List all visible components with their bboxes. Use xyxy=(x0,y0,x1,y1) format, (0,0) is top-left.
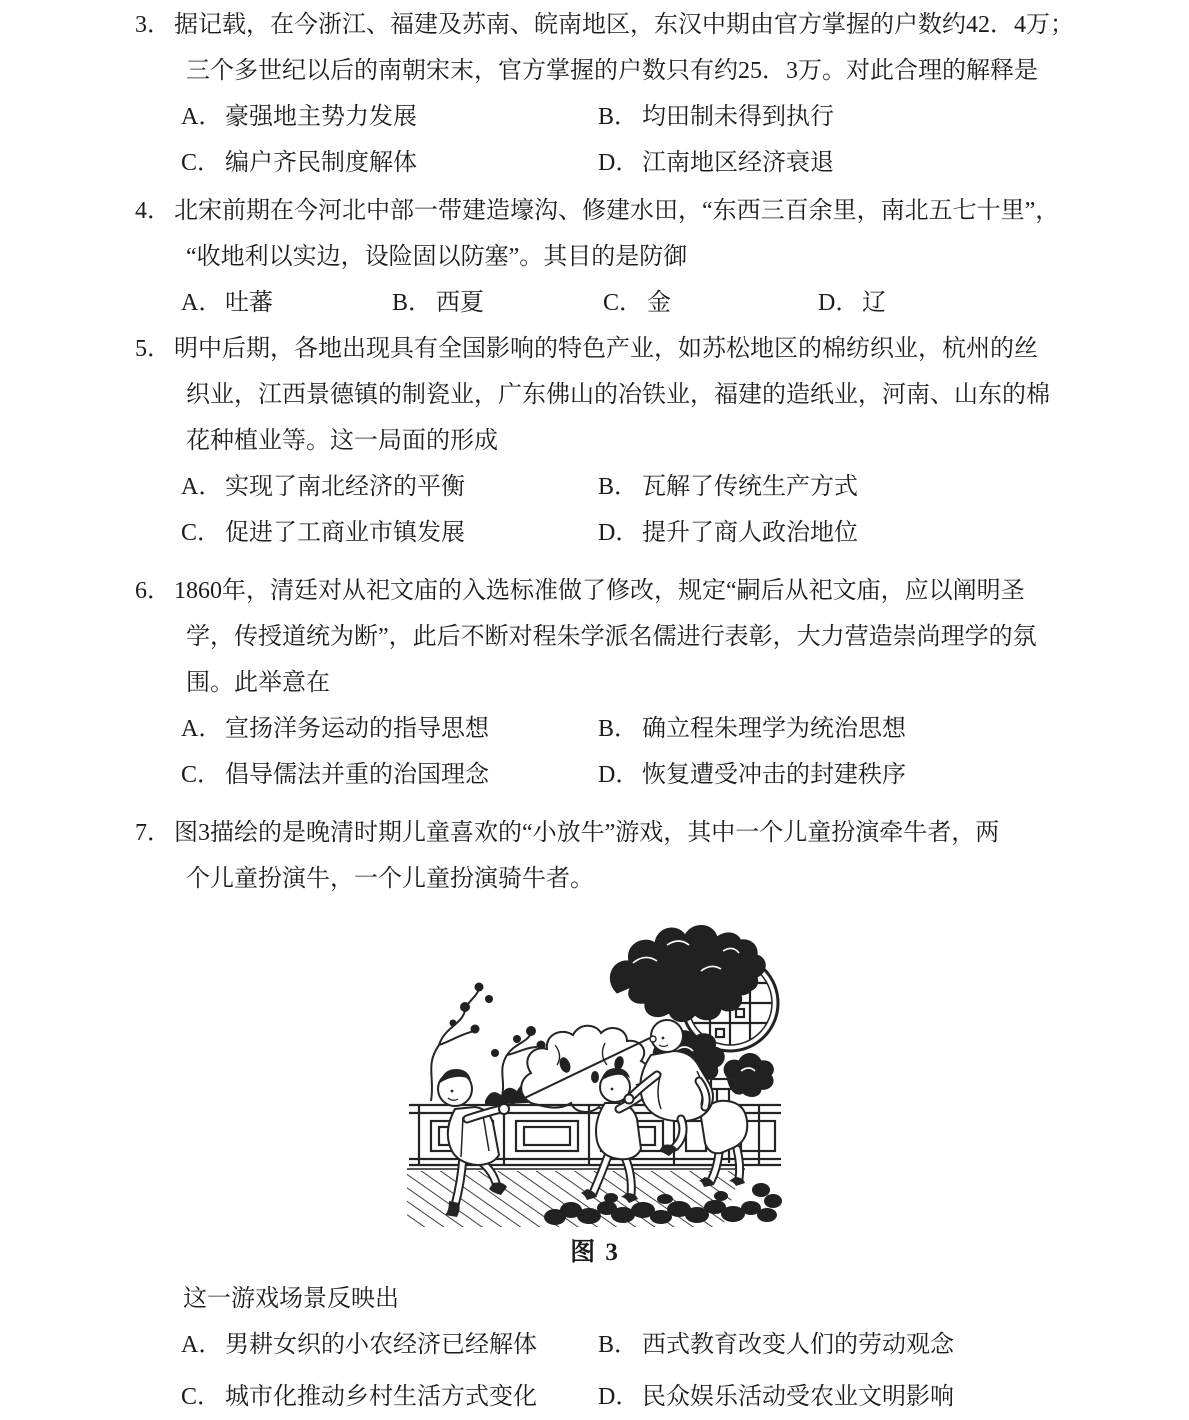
option-c-label: C． xyxy=(603,290,644,316)
figure-3 xyxy=(405,905,785,1276)
question-7-stem-line-1 xyxy=(135,810,1189,856)
question-5-stem-line-3: 花种植业等。这一局面的形成 xyxy=(186,428,498,454)
question-6-options xyxy=(181,706,1189,798)
option-d-text: 提升了商人政治地位 xyxy=(642,520,858,546)
option-a-label: A． xyxy=(181,290,223,316)
option-b-text: 西夏 xyxy=(436,290,484,316)
option-c xyxy=(181,140,598,186)
option-a xyxy=(181,464,598,510)
question-3-stem-line-2: 三个多世纪以后的南朝宋末，官方掌握的户数只有约25．3万。对此合理的解释是 xyxy=(186,58,1038,84)
question-6-stem-line-1 xyxy=(135,568,1189,614)
question-3-number: 3． xyxy=(135,12,171,38)
option-c xyxy=(181,752,598,798)
option-a xyxy=(181,706,598,752)
question-3 xyxy=(0,2,1189,186)
question-6-stem-line-2: 学，传授道统为断”，此后不断对程朱学派名儒进行表彰，大力营造崇尚理学的氛 xyxy=(186,624,1037,650)
option-c-label: C． xyxy=(181,520,222,546)
option-d-text: 恢复遭受冲击的封建秩序 xyxy=(642,762,906,788)
option-a-label: A． xyxy=(181,104,223,130)
question-7-follow-up: 这一游戏场景反映出 xyxy=(183,1286,399,1312)
question-6 xyxy=(0,568,1189,798)
option-b-label: B． xyxy=(598,1332,639,1358)
option-d-label: D． xyxy=(598,150,640,176)
option-b-label: B． xyxy=(392,290,433,316)
question-4-stem-line-1 xyxy=(135,188,1189,234)
option-d xyxy=(598,140,1189,186)
option-d xyxy=(598,752,1189,798)
option-b-text: 均田制未得到执行 xyxy=(642,104,834,130)
question-5-stem-text: 明中后期，各地出现具有全国影响的特色产业，如苏松地区的棉纺织业，杭州的丝 xyxy=(174,336,1038,362)
question-7-stem-line-2: 个儿童扮演牛，一个儿童扮演骑牛者。 xyxy=(186,866,594,892)
question-5-options xyxy=(181,464,1189,556)
question-3-stem-line-1 xyxy=(135,2,1189,48)
option-b xyxy=(598,94,1189,140)
option-a-text: 豪强地主势力发展 xyxy=(225,104,417,130)
option-d-text: 江南地区经济衰退 xyxy=(642,150,834,176)
option-d-label: D． xyxy=(818,290,860,316)
option-c-text: 倡导儒法并重的治国理念 xyxy=(225,762,489,788)
option-a-text: 男耕女织的小农经济已经解体 xyxy=(225,1332,537,1358)
option-b-text: 确立程朱理学为统治思想 xyxy=(642,716,906,742)
option-c xyxy=(181,510,598,556)
option-b xyxy=(598,1322,1189,1368)
question-4 xyxy=(0,188,1189,326)
option-d xyxy=(598,510,1189,556)
option-d-label: D． xyxy=(598,1384,640,1410)
option-c-text: 促进了工商业市镇发展 xyxy=(225,520,465,546)
question-4-options xyxy=(181,280,1189,326)
figure-3-illustration xyxy=(405,905,785,1230)
option-b-label: B． xyxy=(598,716,639,742)
question-5-stem-line-1 xyxy=(135,326,1189,372)
option-c-label: C． xyxy=(181,762,222,788)
option-b-label: B． xyxy=(598,474,639,500)
option-b-text: 瓦解了传统生产方式 xyxy=(642,474,858,500)
question-5-stem-line-2: 织业，江西景德镇的制瓷业，广东佛山的冶铁业，福建的造纸业，河南、山东的棉 xyxy=(186,382,1050,408)
option-b xyxy=(392,280,603,326)
question-6-stem-line-3: 围。此举意在 xyxy=(186,670,330,696)
question-7-number: 7． xyxy=(135,820,171,846)
option-b-text: 西式教育改变人们的劳动观念 xyxy=(642,1332,954,1358)
option-c xyxy=(603,280,818,326)
question-4-stem-line-2: “收地利以实边，设险固以防塞”。其目的是防御 xyxy=(186,244,688,270)
option-d xyxy=(598,1374,1189,1420)
option-d xyxy=(818,280,1189,326)
option-a-label: A． xyxy=(181,716,223,742)
option-a xyxy=(181,280,392,326)
question-3-options xyxy=(181,94,1189,186)
option-a-text: 宣扬洋务运动的指导思想 xyxy=(225,716,489,742)
option-a-label: A． xyxy=(181,1332,223,1358)
option-b xyxy=(598,464,1189,510)
option-d-label: D． xyxy=(598,762,640,788)
figure-3-caption: 图 3 xyxy=(570,1239,620,1266)
option-d-label: D． xyxy=(598,520,640,546)
option-a xyxy=(181,1322,598,1368)
option-c-text: 编户齐民制度解体 xyxy=(225,150,417,176)
option-b xyxy=(598,706,1189,752)
option-c-text: 金 xyxy=(647,290,671,316)
option-a-text: 实现了南北经济的平衡 xyxy=(225,474,465,500)
question-7 xyxy=(0,810,1189,1420)
option-d-text: 辽 xyxy=(862,290,886,316)
question-5-number: 5． xyxy=(135,336,171,362)
question-3-stem-text: 据记载，在今浙江、福建及苏南、皖南地区，东汉中期由官方掌握的户数约42．4万； xyxy=(174,12,1074,38)
option-c-text: 城市化推动乡村生活方式变化 xyxy=(225,1384,537,1410)
option-c xyxy=(181,1374,598,1420)
tree-leaves xyxy=(450,983,546,1058)
question-7-options xyxy=(181,1322,1189,1420)
question-4-number: 4． xyxy=(135,198,171,224)
option-a xyxy=(181,94,598,140)
question-6-number: 6． xyxy=(135,578,171,604)
option-c-label: C． xyxy=(181,1384,222,1410)
question-7-stem-text: 图3描绘的是晚清时期儿童喜欢的“小放牛”游戏，其中一个儿童扮演牵牛者，两 xyxy=(174,820,1000,846)
option-a-label: A． xyxy=(181,474,223,500)
option-b-label: B． xyxy=(598,104,639,130)
option-c-label: C． xyxy=(181,150,222,176)
question-6-stem-text: 1860年，清廷对从祀文庙的入选标准做了修改，规定“嗣后从祀文庙，应以阐明圣 xyxy=(174,578,1025,604)
question-5 xyxy=(0,326,1189,556)
option-d-text: 民众娱乐活动受农业文明影响 xyxy=(642,1384,954,1410)
question-4-stem-text: 北宋前期在今河北中部一带建造壕沟、修建水田，“东西三百余里，南北五七十里”， xyxy=(174,198,1060,224)
option-a-text: 吐蕃 xyxy=(225,290,273,316)
